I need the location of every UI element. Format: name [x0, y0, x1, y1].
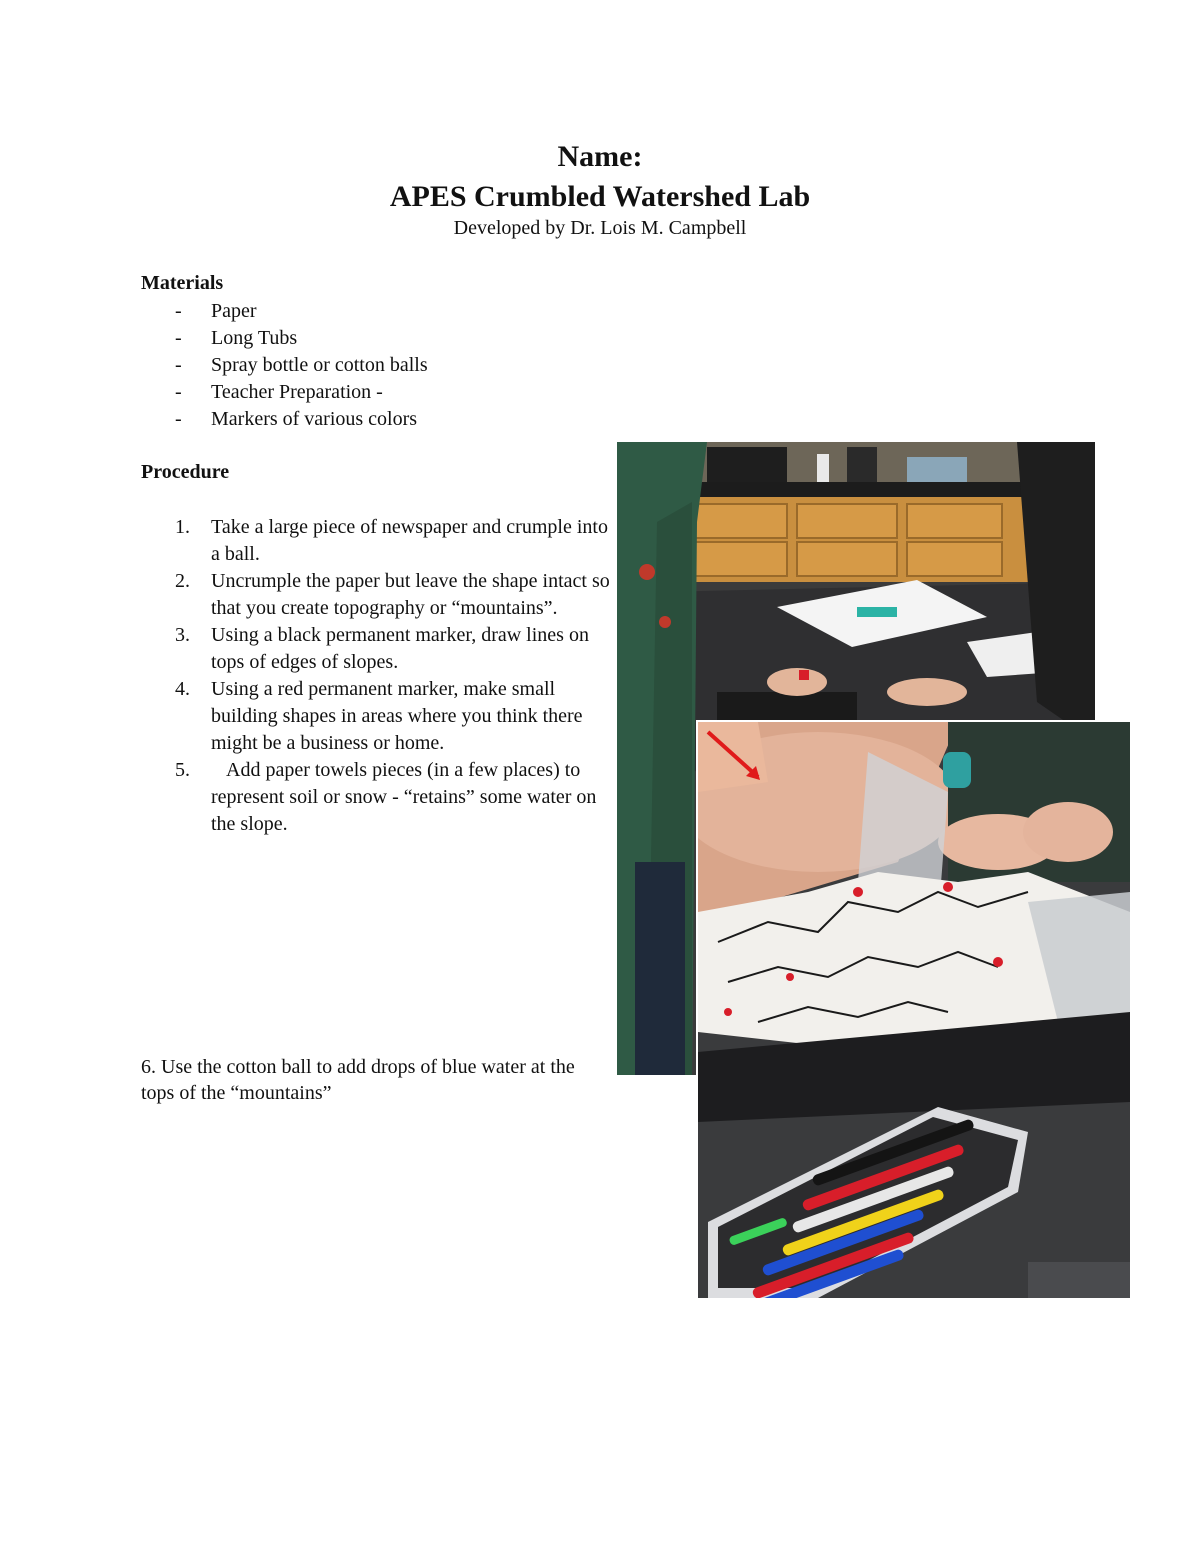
list-item: - Paper: [175, 300, 257, 322]
step-text: Add paper towels pieces (in a few places) to represent soil or snow - “retains” some water on the slope.: [211, 759, 602, 835]
document-title: APES Crumbled Watershed Lab: [389, 180, 811, 213]
step-text: Using a black permanent marker, draw lines on tops of edges of slopes.: [211, 624, 589, 673]
list-item: [141, 676, 611, 757]
step-number: 3.: [175, 624, 190, 646]
watershed-model-photo: [696, 720, 1130, 1298]
list-item: - Spray bottle or cotton balls: [175, 354, 428, 376]
step-text: Using a red permanent marker, make small building shapes in areas where you think there might be a business or home.: [211, 678, 583, 754]
material-label: Markers of various colors: [211, 408, 418, 430]
author-byline: Developed by Dr. Lois M. Campbell: [453, 217, 747, 239]
material-label: Spray bottle or cotton balls: [211, 354, 428, 376]
material-label: Teacher Preparation -: [211, 381, 383, 403]
name-label: Name:: [557, 140, 643, 173]
materials-heading: Materials: [141, 272, 224, 294]
material-label: Long Tubs: [211, 327, 298, 349]
step-number: 2.: [175, 570, 190, 592]
list-item: [141, 514, 611, 568]
list-item: - Teacher Preparation -: [175, 381, 383, 403]
step-number: 1.: [175, 516, 190, 538]
list-item: - Markers of various colors: [175, 408, 418, 430]
step-6-text: 6. Use the cotton ball to add drops of blue water at the tops of the “mountains”: [141, 1056, 575, 1104]
list-item: [141, 622, 611, 676]
step-text: Take a large piece of newspaper and crumple into a ball.: [211, 516, 608, 565]
list-item: [141, 568, 611, 622]
material-label: Paper: [211, 300, 257, 322]
materials-list: [141, 298, 428, 433]
list-item: - Long Tubs: [175, 327, 298, 349]
step-text: Uncrumple the paper but leave the shape intact so that you create topography or “mountains”.: [211, 570, 610, 619]
step-number: 5.: [175, 759, 190, 781]
list-item: [141, 757, 611, 838]
procedure-heading: Procedure: [141, 461, 230, 483]
procedure-list: [141, 514, 611, 838]
step-number: 4.: [175, 678, 190, 700]
